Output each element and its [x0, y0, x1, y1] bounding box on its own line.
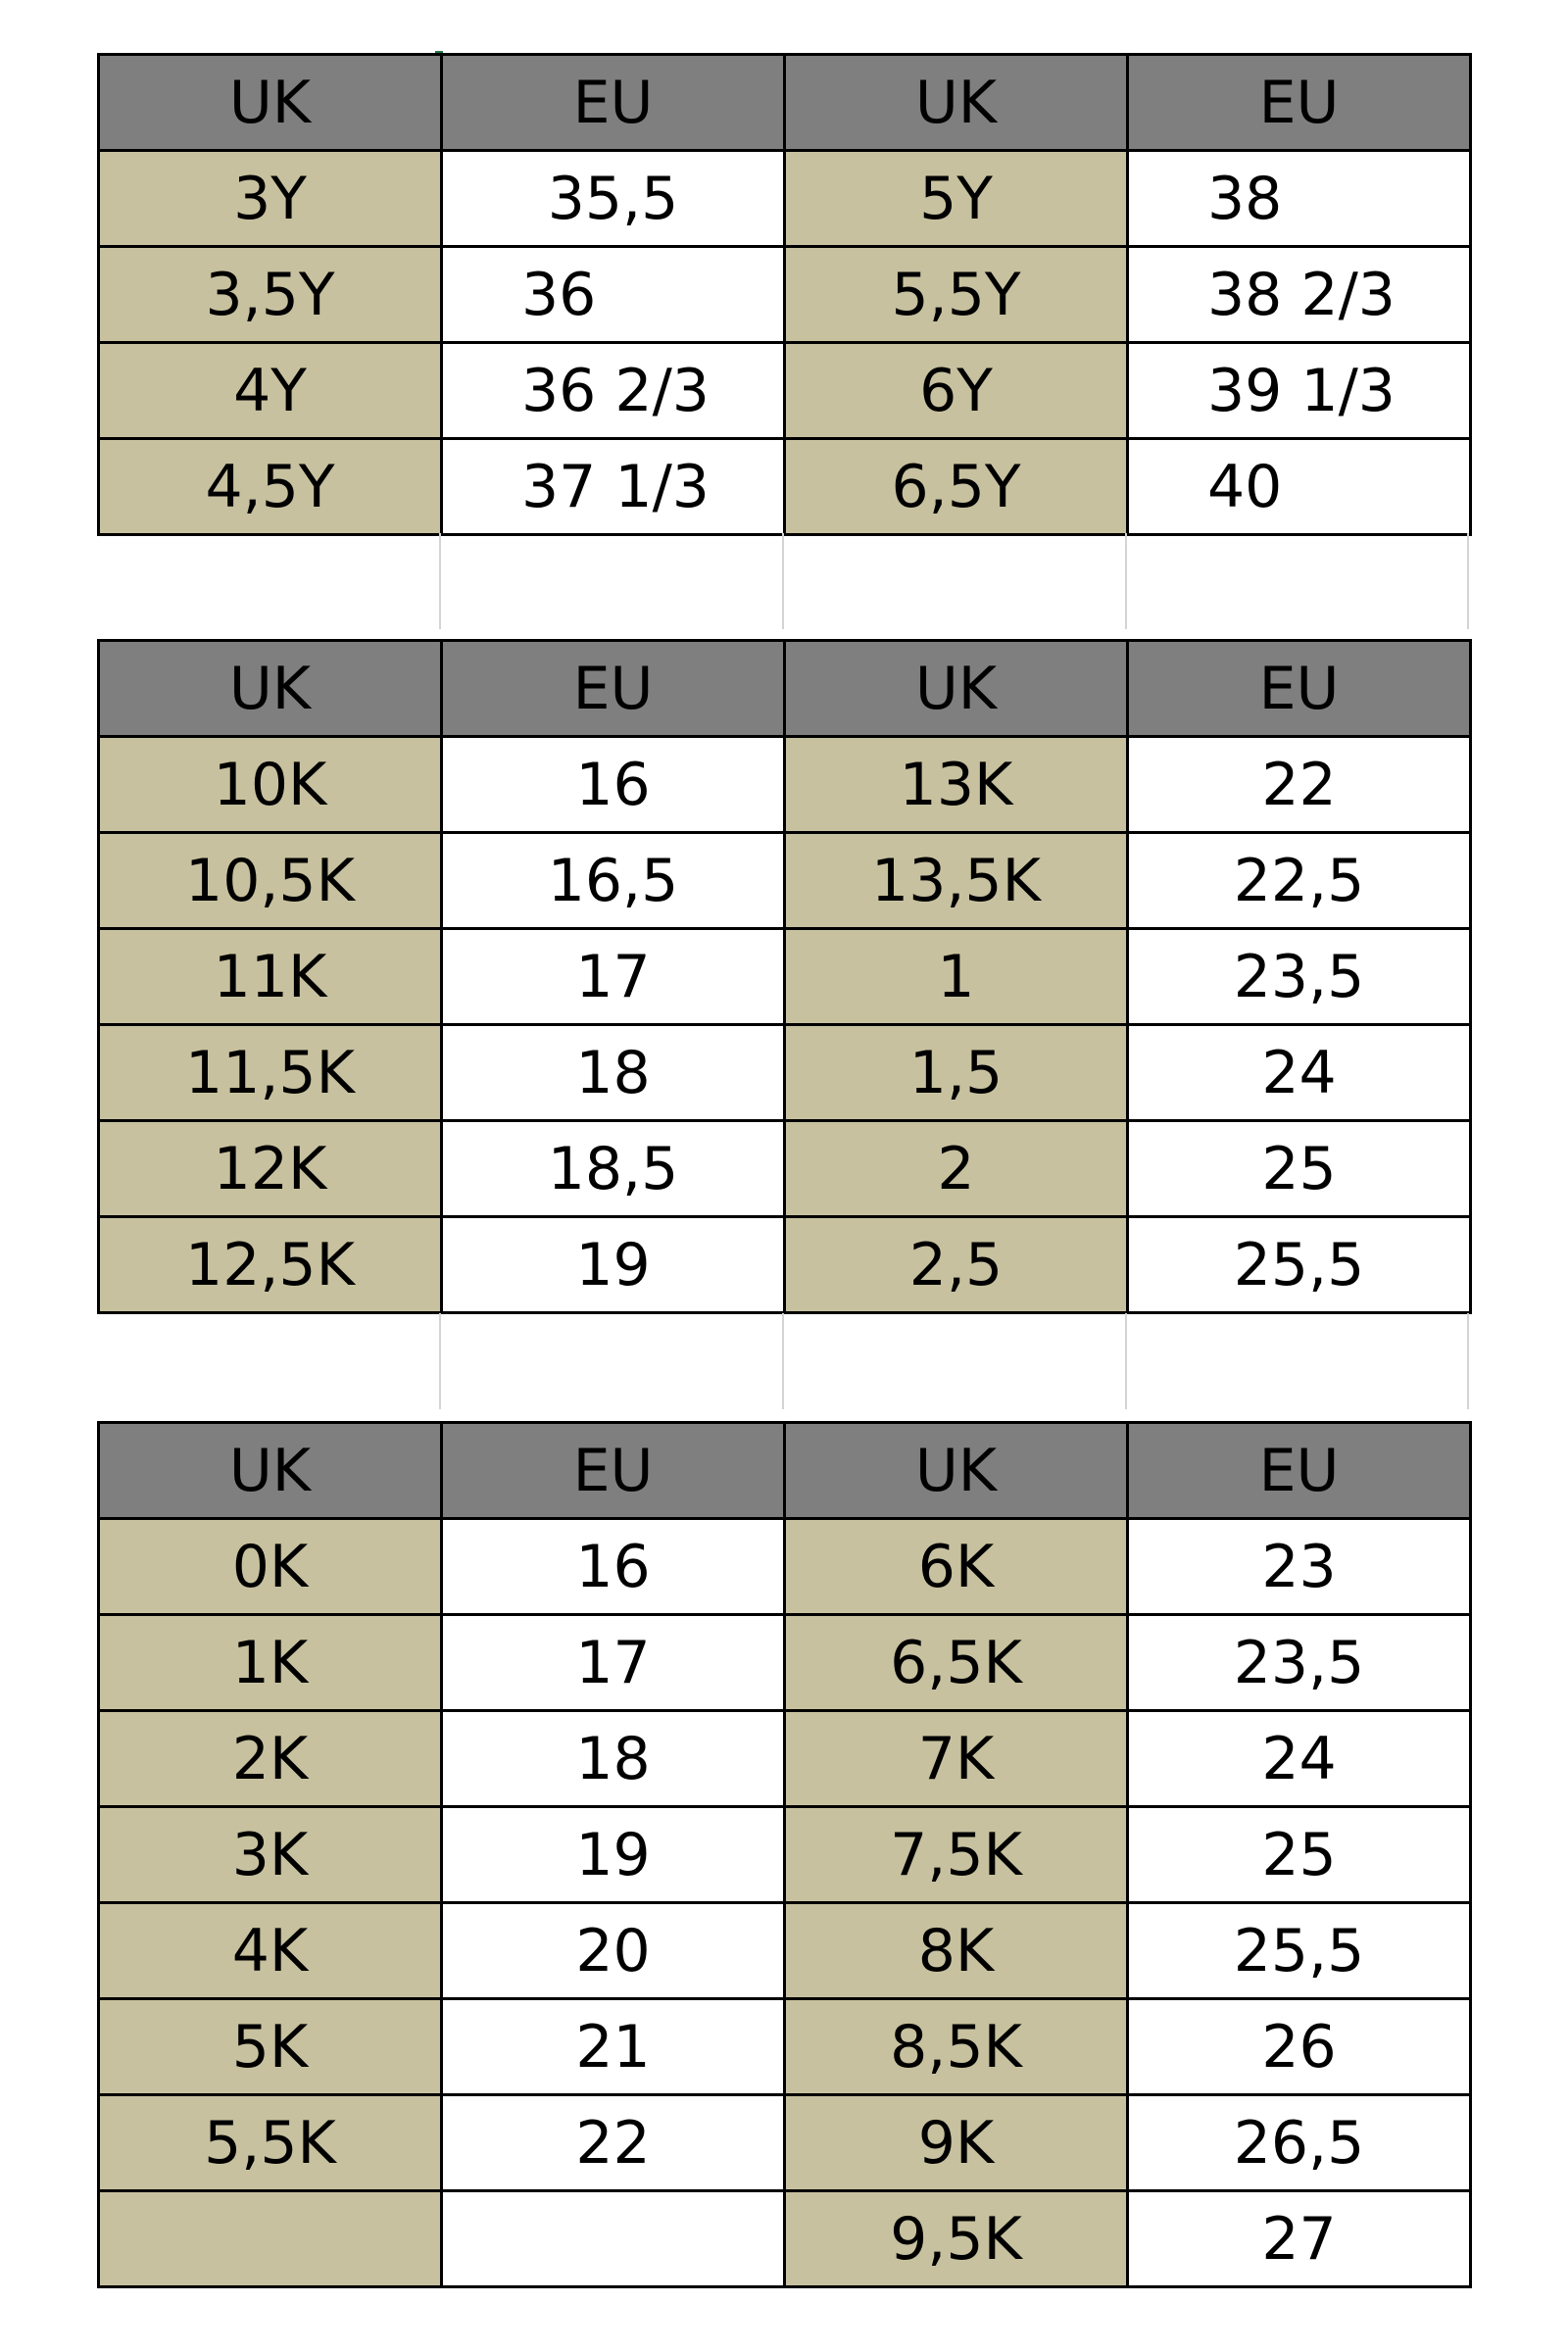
uk-size-cell[interactable]: 7K	[785, 1711, 1128, 1807]
header-cell-eu[interactable]: EU	[442, 1423, 785, 1519]
uk-size-cell[interactable]: 3,5Y	[99, 247, 442, 343]
empty-row	[97, 1313, 1469, 1409]
table-row	[99, 737, 1471, 833]
uk-size-cell[interactable]: 3K	[99, 1807, 442, 1903]
header-cell-eu[interactable]: EU	[442, 55, 785, 151]
eu-size-cell[interactable]: 18	[442, 1025, 785, 1121]
eu-size-cell[interactable]: 35,5	[442, 151, 785, 247]
uk-size-cell[interactable]: 4K	[99, 1903, 442, 1999]
eu-size-cell[interactable]: 22	[442, 2095, 785, 2191]
table-row	[99, 1711, 1471, 1807]
eu-size-cell[interactable]: 19	[442, 1807, 785, 1903]
table-row	[99, 439, 1471, 535]
eu-size-cell[interactable]: 21	[442, 1999, 785, 2095]
uk-size-cell[interactable]: 5,5K	[99, 2095, 442, 2191]
uk-size-cell[interactable]: 5Y	[785, 151, 1128, 247]
eu-size-cell[interactable]: 38 2/3	[1128, 247, 1471, 343]
table-row	[99, 1903, 1471, 1999]
uk-size-cell[interactable]: 8K	[785, 1903, 1128, 1999]
header-cell-uk[interactable]: UK	[785, 55, 1128, 151]
table-row	[99, 1217, 1471, 1313]
table-row	[99, 1121, 1471, 1217]
gridline	[439, 1313, 441, 1409]
gridline	[782, 533, 784, 629]
eu-size-cell[interactable]: 18	[442, 1711, 785, 1807]
uk-size-cell[interactable]: 9K	[785, 2095, 1128, 2191]
eu-size-cell[interactable]: 17	[442, 929, 785, 1025]
eu-size-cell[interactable]: 36	[442, 247, 785, 343]
uk-size-cell[interactable]: 12K	[99, 1121, 442, 1217]
uk-size-cell[interactable]: 6Y	[785, 343, 1128, 439]
uk-size-cell[interactable]: 11,5K	[99, 1025, 442, 1121]
table-row	[99, 833, 1471, 929]
table-row	[99, 1615, 1471, 1711]
eu-size-cell[interactable]: 18,5	[442, 1121, 785, 1217]
eu-size-cell[interactable]: 27	[1128, 2191, 1471, 2287]
gridline	[439, 533, 441, 629]
table-row	[99, 247, 1471, 343]
eu-size-cell[interactable]: 23,5	[1128, 1615, 1471, 1711]
eu-size-cell[interactable]: 16	[442, 1519, 785, 1615]
eu-size-cell[interactable]: 16	[442, 737, 785, 833]
uk-size-cell[interactable]: 10,5K	[99, 833, 442, 929]
uk-size-cell[interactable]: 0K	[99, 1519, 442, 1615]
header-row	[99, 1423, 1471, 1519]
eu-size-cell[interactable]: 37 1/3	[442, 439, 785, 535]
header-cell-eu[interactable]: EU	[442, 641, 785, 737]
eu-size-cell[interactable]: 36 2/3	[442, 343, 785, 439]
uk-size-cell[interactable]	[99, 2191, 442, 2287]
eu-size-cell[interactable]: 26	[1128, 1999, 1471, 2095]
header-cell-uk[interactable]: UK	[99, 55, 442, 151]
uk-size-cell[interactable]: 6,5Y	[785, 439, 1128, 535]
eu-size-cell[interactable]: 24	[1128, 1711, 1471, 1807]
table-row	[99, 2095, 1471, 2191]
header-cell-eu[interactable]: EU	[1128, 641, 1471, 737]
uk-size-cell[interactable]: 5K	[99, 1999, 442, 2095]
uk-size-cell[interactable]: 4Y	[99, 343, 442, 439]
header-cell-uk[interactable]: UK	[99, 1423, 442, 1519]
uk-size-cell[interactable]: 6,5K	[785, 1615, 1128, 1711]
header-cell-uk[interactable]: UK	[785, 641, 1128, 737]
size-table-kids-small	[97, 1421, 1472, 2288]
uk-size-cell[interactable]: 3Y	[99, 151, 442, 247]
table-row	[99, 2191, 1471, 2287]
table-row	[99, 1519, 1471, 1615]
uk-size-cell[interactable]: 13K	[785, 737, 1128, 833]
eu-size-cell[interactable]: 38	[1128, 151, 1471, 247]
eu-size-cell[interactable]: 23	[1128, 1519, 1471, 1615]
gridline	[1125, 533, 1127, 629]
eu-size-cell[interactable]: 22	[1128, 737, 1471, 833]
eu-size-cell[interactable]	[442, 2191, 785, 2287]
table-row	[99, 151, 1471, 247]
size-table-kids-large	[97, 639, 1472, 1314]
eu-size-cell[interactable]: 26,5	[1128, 2095, 1471, 2191]
eu-size-cell[interactable]: 22,5	[1128, 833, 1471, 929]
empty-row	[97, 533, 1469, 629]
uk-size-cell[interactable]: 2K	[99, 1711, 442, 1807]
uk-size-cell[interactable]: 1K	[99, 1615, 442, 1711]
header-cell-uk[interactable]: UK	[785, 1423, 1128, 1519]
header-row	[99, 641, 1471, 737]
eu-size-cell[interactable]: 39 1/3	[1128, 343, 1471, 439]
gridline	[1125, 1313, 1127, 1409]
eu-size-cell[interactable]: 40	[1128, 439, 1471, 535]
uk-size-cell[interactable]: 2,5	[785, 1217, 1128, 1313]
uk-size-cell[interactable]: 5,5Y	[785, 247, 1128, 343]
gridline	[1467, 1313, 1469, 1409]
header-cell-eu[interactable]: EU	[1128, 1423, 1471, 1519]
eu-size-cell[interactable]: 19	[442, 1217, 785, 1313]
eu-size-cell[interactable]: 25,5	[1128, 1217, 1471, 1313]
header-row	[99, 55, 1471, 151]
size-table-youth	[97, 53, 1472, 536]
table-row	[99, 1025, 1471, 1121]
uk-size-cell[interactable]: 1	[785, 929, 1128, 1025]
eu-size-cell[interactable]: 16,5	[442, 833, 785, 929]
eu-size-cell[interactable]: 24	[1128, 1025, 1471, 1121]
uk-size-cell[interactable]: 4,5Y	[99, 439, 442, 535]
uk-size-cell[interactable]: 12,5K	[99, 1217, 442, 1313]
uk-size-cell[interactable]: 2	[785, 1121, 1128, 1217]
spreadsheet-sheet	[97, 0, 1469, 2352]
header-cell-uk[interactable]: UK	[99, 641, 442, 737]
table-row	[99, 929, 1471, 1025]
table-row	[99, 1999, 1471, 2095]
uk-size-cell[interactable]: 13,5K	[785, 833, 1128, 929]
uk-size-cell[interactable]: 11K	[99, 929, 442, 1025]
eu-size-cell[interactable]: 20	[442, 1903, 785, 1999]
uk-size-cell[interactable]: 9,5K	[785, 2191, 1128, 2287]
header-cell-eu[interactable]: EU	[1128, 55, 1471, 151]
uk-size-cell[interactable]: 6K	[785, 1519, 1128, 1615]
gridline	[782, 1313, 784, 1409]
eu-size-cell[interactable]: 23,5	[1128, 929, 1471, 1025]
uk-size-cell[interactable]: 8,5K	[785, 1999, 1128, 2095]
eu-size-cell[interactable]: 25	[1128, 1121, 1471, 1217]
eu-size-cell[interactable]: 25	[1128, 1807, 1471, 1903]
uk-size-cell[interactable]: 1,5	[785, 1025, 1128, 1121]
uk-size-cell[interactable]: 7,5K	[785, 1807, 1128, 1903]
table-row	[99, 1807, 1471, 1903]
gridline	[1467, 533, 1469, 629]
uk-size-cell[interactable]: 10K	[99, 737, 442, 833]
table-row	[99, 343, 1471, 439]
eu-size-cell[interactable]: 17	[442, 1615, 785, 1711]
eu-size-cell[interactable]: 25,5	[1128, 1903, 1471, 1999]
